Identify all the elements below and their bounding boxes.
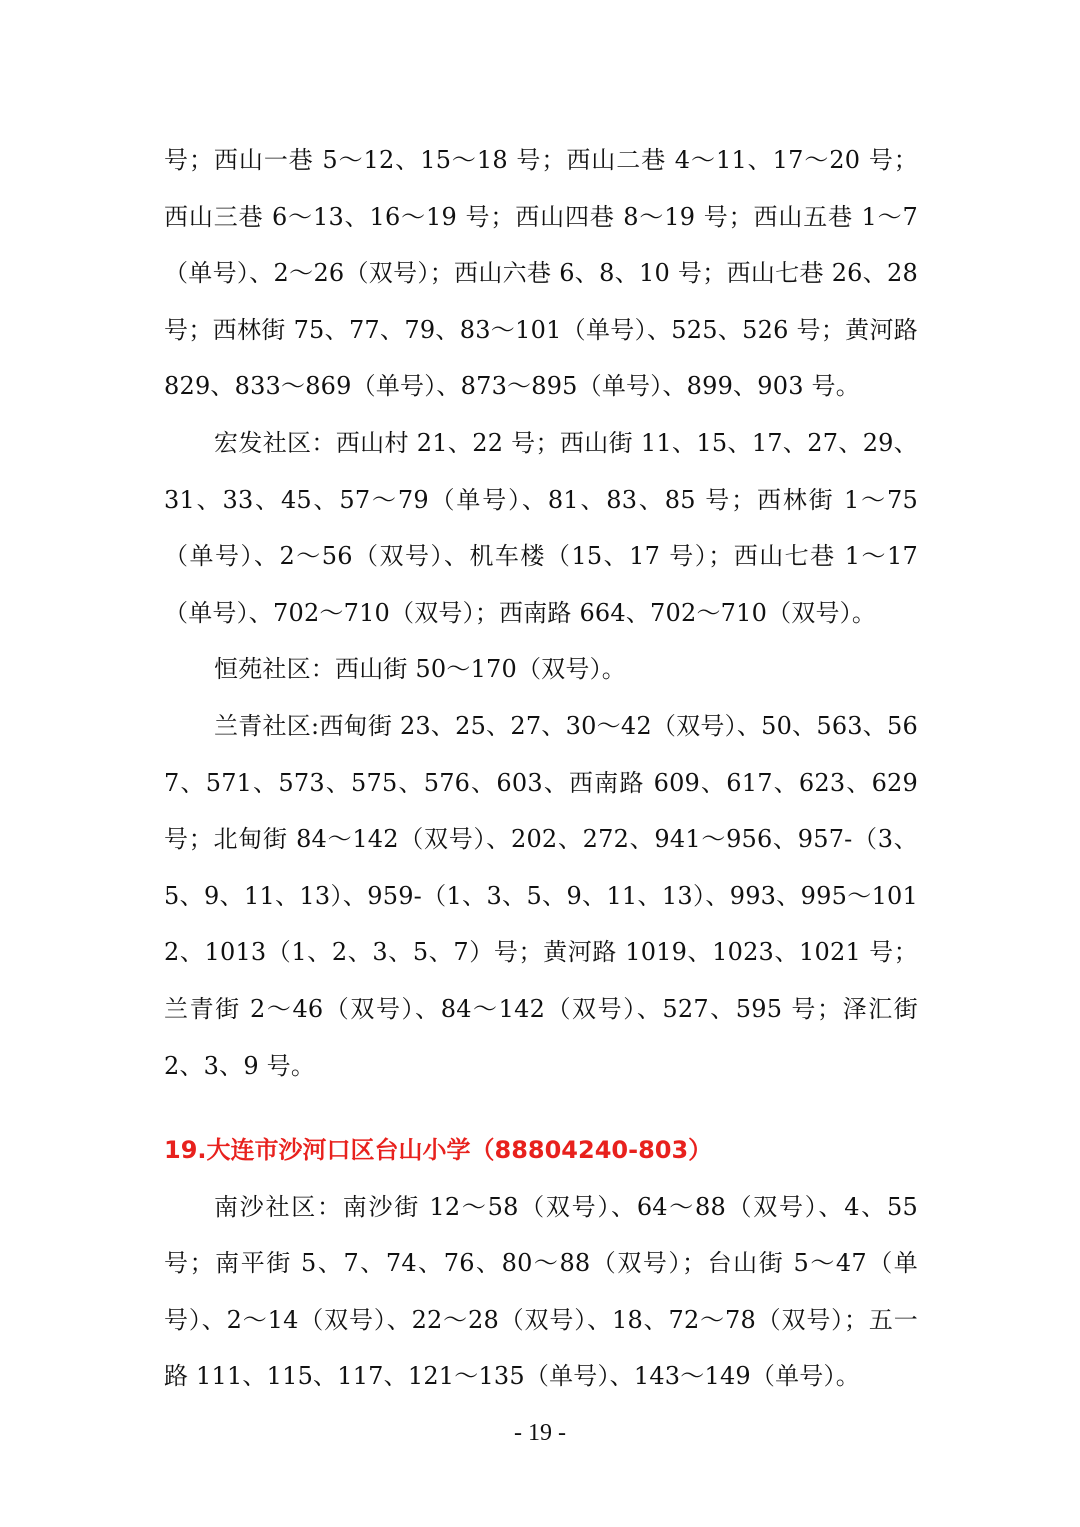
paragraph-hengyuan-community: 恒苑社区：西山街 50～170（双号）。 xyxy=(214,655,626,684)
page-number: - 19 - xyxy=(514,1420,566,1446)
page-content xyxy=(164,132,918,1405)
paragraph-lanqing-community: 兰青社区:西甸街 23、25、27、30～42（双号）、50、563、567、571、573、575、576、603、西南路 609、617、623、629 号；北甸街 84～142（双号）、202、272、941～956、957-（3、5、9、11、13）、959-（1、3、5、9、11、13）、993、995～1012、1013（1、2、3、5、7）号；黄河路 1019、1023、1021 号；兰青街 2～46（双号）、84～142（双号）、527、595 号；泽汇街 2、3、9 号。 xyxy=(164,711,918,1080)
paragraph-nansha-community: 南沙社区：南沙街 12～58（双号）、64～88（双号）、4、55 号；南平街 5、7、74、76、80～88（双号）；台山街 5～47（单号）、2～14（双号）、22～28（双号）、18、72～78（双号）；五一路 111、115、117、121～135（单号）、143～149（单号）。 xyxy=(164,1192,918,1391)
paragraph-hongfa-community: 宏发社区：西山村 21、22 号；西山街 11、15、17、27、29、31、33、45、57～79（单号）、81、83、85 号；西林街 1～75（单号）、2～56（双号）、机车楼（15、17 号）；西山七巷 1～17（单号）、702～710（双号）；西南路 664、702～710（双号）。 xyxy=(164,428,918,627)
section-heading-taishan-school: 19.大连市沙河口区台山小学（88804240-803） xyxy=(164,1136,713,1165)
paragraph-xishan-lanes: 号；西山一巷 5～12、15～18 号；西山二巷 4～11、17～20 号；西山三巷 6～13、16～19 号；西山四巷 8～19 号；西山五巷 1～7（单号）、2～26（双号）；西山六巷 6、8、10 号；西山七巷 26、28 号；西林街 75、77、79、83～101（单号）、525、526 号；黄河路 829、833～869（单号）、873～895（单号）、899、903 号。 xyxy=(164,146,918,401)
